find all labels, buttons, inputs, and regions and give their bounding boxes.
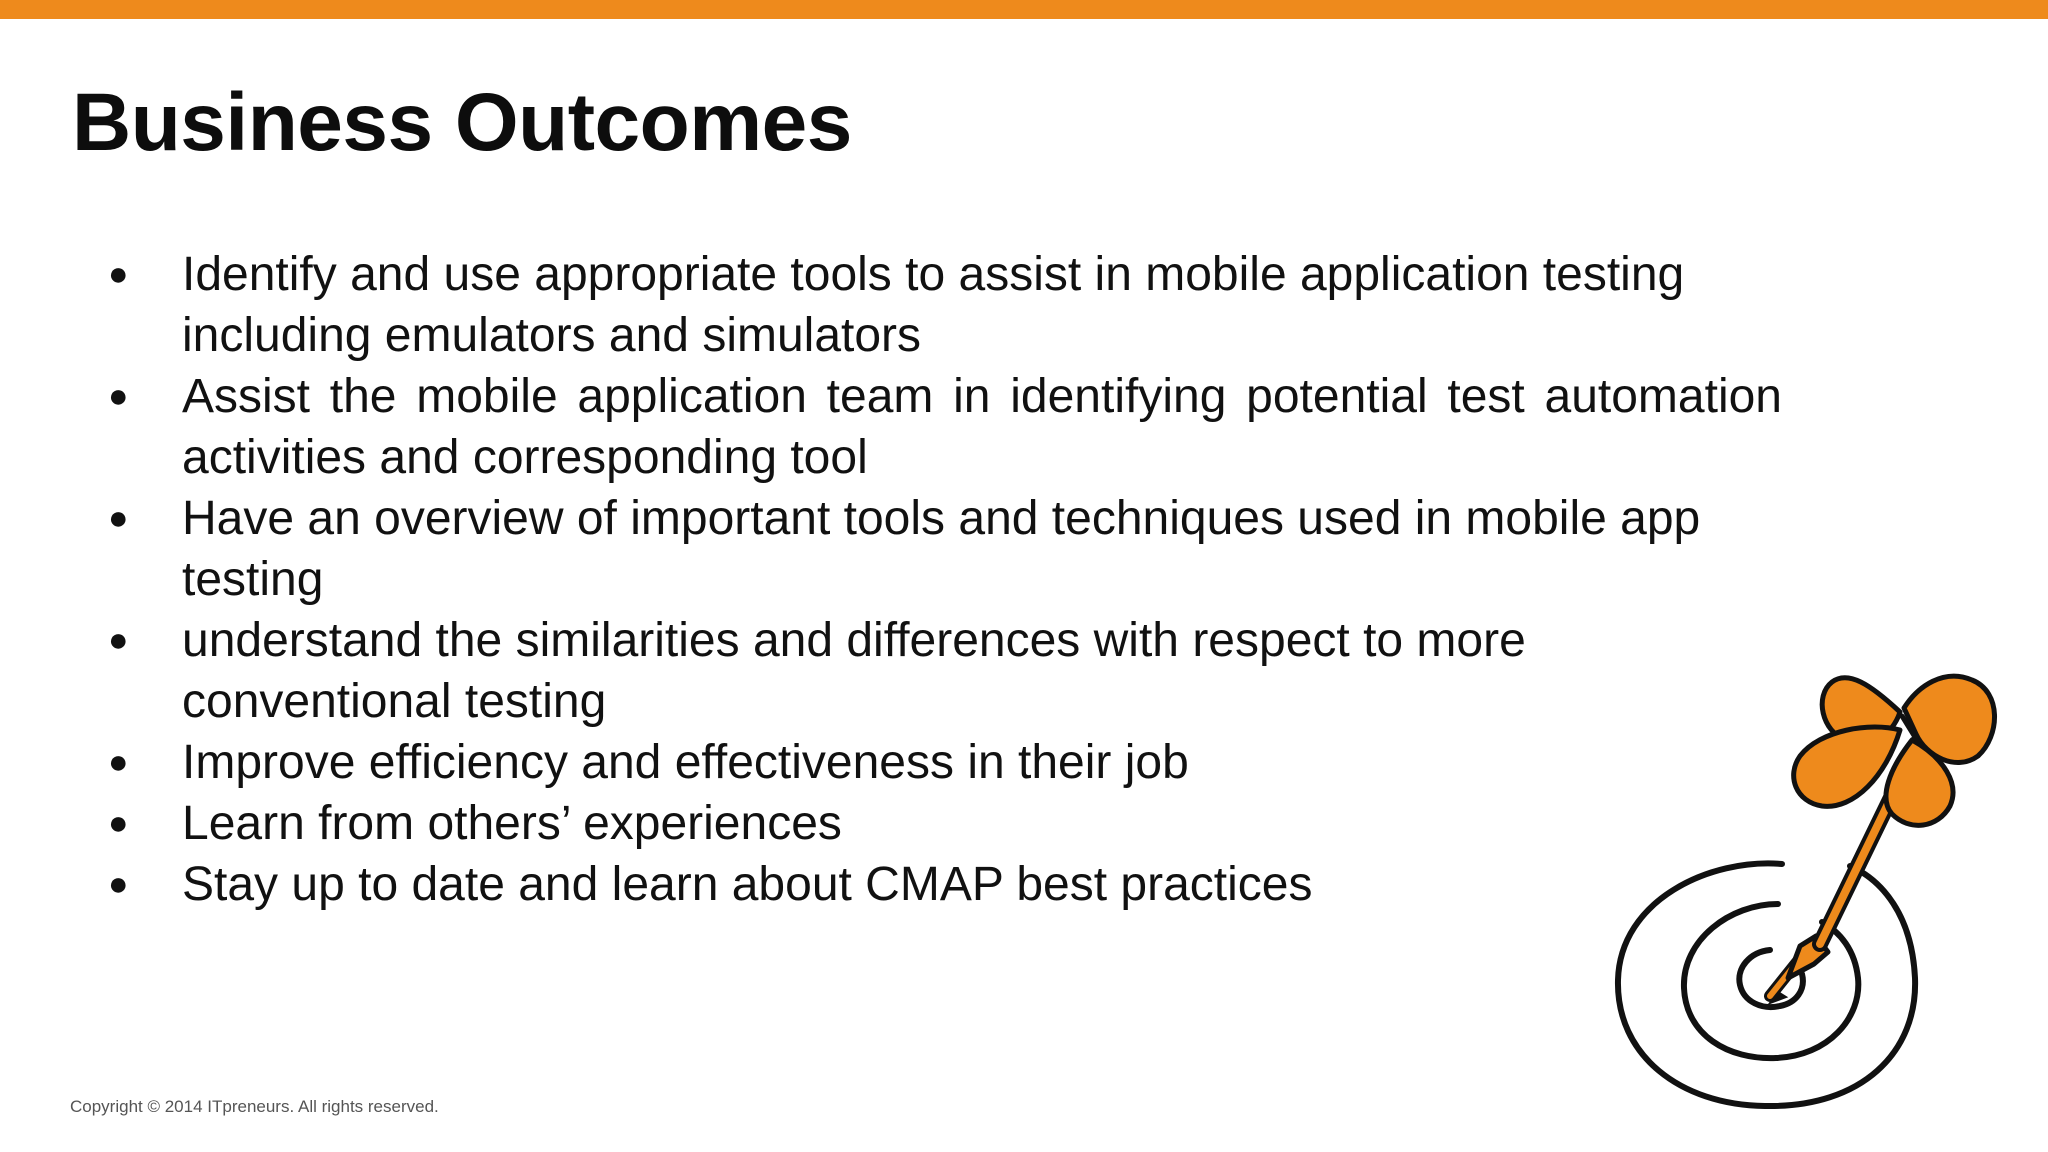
bullet-marker: ●	[108, 499, 129, 537]
list-item	[108, 366, 1782, 488]
list-item	[108, 854, 1808, 915]
dart-in-target-icon	[1600, 660, 2010, 1120]
bullet-marker: ●	[108, 377, 129, 415]
bullet-text: Assist the mobile application team in identifying potential test automation activities and corresponding tool	[182, 370, 1782, 484]
bullet-text: Have an overview of important tools and techniques used in mobile app testing	[182, 492, 1701, 606]
list-item	[108, 732, 1808, 793]
bullet-text: understand the similarities and differences with respect to more conventional testing	[182, 614, 1526, 728]
bullet-text: Improve efficiency and effectiveness in their job	[182, 736, 1189, 789]
list-item	[108, 610, 1808, 732]
bullet-text: Learn from others’ experiences	[182, 797, 842, 850]
bullet-marker: ●	[108, 865, 129, 903]
bullet-text: Stay up to date and learn about CMAP best practices	[182, 858, 1313, 911]
bullet-text: Identify and use appropriate tools to assist in mobile application testing including emulators and simulators	[182, 248, 1685, 362]
slide-title: Business Outcomes	[72, 77, 852, 168]
top-accent-bar	[0, 0, 2048, 19]
list-item	[108, 244, 1808, 366]
list-item	[108, 488, 1808, 610]
list-item	[108, 793, 1808, 854]
copyright-footer: Copyright © 2014 ITpreneurs. All rights reserved.	[70, 1097, 439, 1116]
bullet-marker: ●	[108, 621, 129, 659]
bullet-marker: ●	[108, 804, 129, 842]
bullet-marker: ●	[108, 255, 129, 293]
bullet-marker: ●	[108, 743, 129, 781]
bullet-list	[108, 244, 1808, 915]
